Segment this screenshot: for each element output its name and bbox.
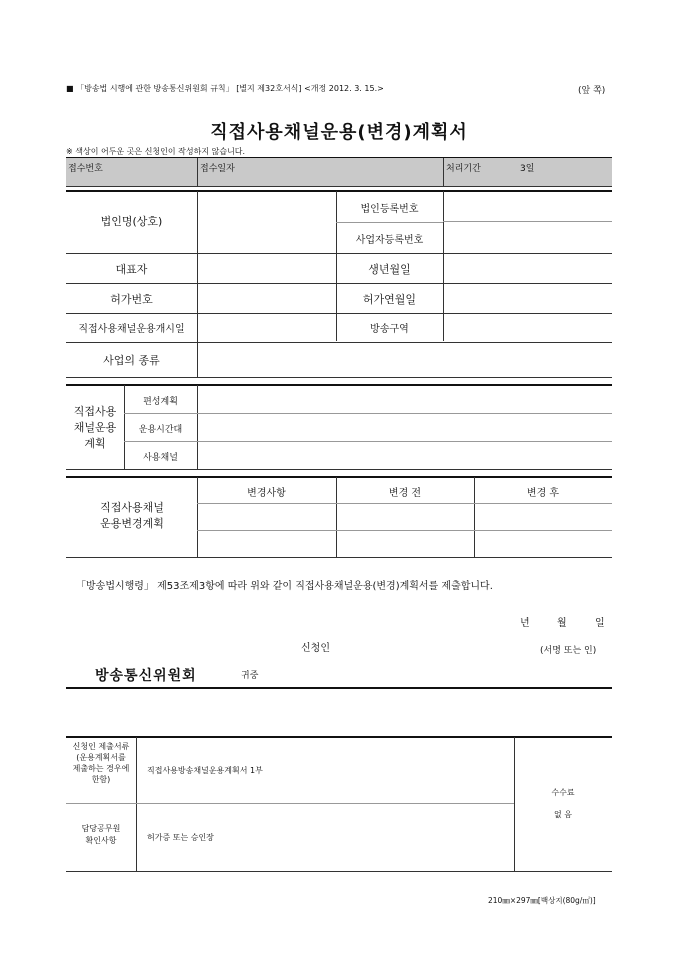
permit-date-label: 허가연월일	[362, 293, 417, 306]
recipient-suffix: 귀중	[241, 671, 259, 681]
date-month-label: 월	[557, 618, 567, 629]
channel-start-date-label: 직접사용채널운용개시일	[78, 324, 185, 335]
page-side-label: (앞 쪽)	[578, 86, 606, 96]
signature-divider	[66, 687, 612, 689]
business-type-label: 사업의 종류	[103, 354, 160, 367]
change-header-item: 변경사항	[247, 488, 286, 499]
plan-row-channel: 사용채널	[143, 453, 178, 463]
processing-period-label: 처리기간	[446, 164, 481, 174]
shading-note: ※ 색상이 어두운 곳은 신청인이 작성하지 않습니다.	[66, 147, 246, 156]
form-title: 직접사용채널운용(변경)계획서	[210, 122, 468, 143]
corp-name-label: 법인명(상호)	[100, 215, 163, 228]
recipient-org: 방송통신위원회	[95, 668, 197, 684]
paper-spec: 210㎜×297㎜[백상지(80g/㎡)]	[488, 896, 596, 905]
biz-reg-no-label: 사업자등록번호	[355, 235, 424, 246]
broadcast-area-label: 방송구역	[370, 324, 409, 335]
fee-label: 수수료	[551, 788, 575, 797]
permit-number-label: 허가번호	[110, 293, 153, 306]
official-check-value: 허가증 또는 승인장	[147, 833, 214, 842]
date-year-label: 년	[520, 618, 530, 629]
applicant-label: 신청인	[301, 643, 330, 654]
submit-docs-value: 직접사용방송채널운용계획서 1부	[147, 766, 263, 775]
date-day-label: 일	[595, 618, 605, 629]
fee-value: 없 음	[554, 810, 572, 819]
birth-date-label: 생년월일	[368, 263, 411, 276]
representative-label: 대표자	[115, 263, 148, 276]
submit-docs-label: 신청인 제출서류 (운용계획서를 제출하는 경우에 한함)	[72, 742, 130, 784]
plan-row-operating-hours: 운용시간대	[138, 425, 183, 435]
regulation-reference: ■ 「방송법 시행에 관한 방송통신위원회 규칙」 [별지 제32호서식] <개정 2012. 3. 15.>	[66, 84, 384, 93]
declaration-text: 「방송법시행령」 제53조제3항에 따라 위와 같이 직접사용채널운용(변경)계획서를 제출합니다.	[76, 581, 493, 592]
change-header-after: 변경 후	[526, 488, 560, 499]
processing-period-value: 3일	[520, 164, 535, 174]
plan-row-programming: 편성계획	[143, 397, 178, 407]
corp-reg-no-label: 법인등록번호	[360, 204, 419, 215]
change-header-before: 변경 전	[388, 488, 422, 499]
change-section-label: 직접사용채널 운용변경계획	[100, 501, 164, 530]
official-check-label: 담당공무원 확인사항	[81, 824, 121, 845]
receipt-number-label: 접수번호	[68, 164, 103, 174]
plan-section-label: 직접사용 채널운용 계획	[73, 405, 117, 450]
receipt-date-label: 접수일자	[200, 164, 235, 174]
signature-label: (서명 또는 인)	[540, 646, 597, 656]
